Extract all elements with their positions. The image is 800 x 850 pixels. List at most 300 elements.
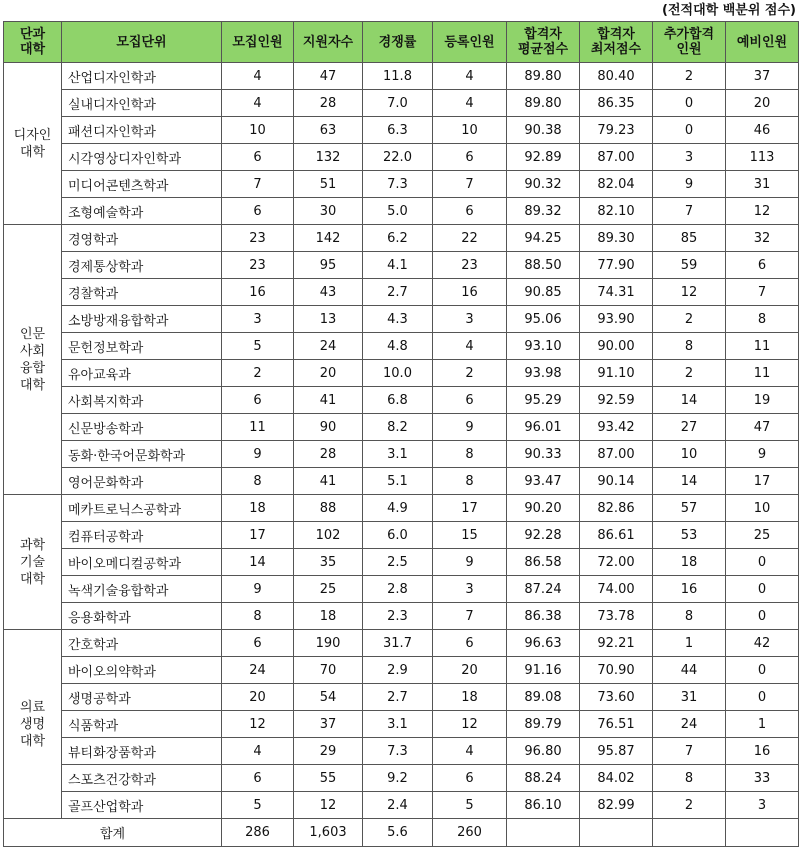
total-row xyxy=(4,819,799,847)
table-row xyxy=(4,765,799,792)
min-score-cell: 74.31 xyxy=(580,279,653,306)
applicants-cell: 29 xyxy=(294,738,363,765)
table-row xyxy=(4,792,799,819)
total-empty xyxy=(726,819,799,847)
min-score-cell: 87.00 xyxy=(580,144,653,171)
ratio-cell: 3.1 xyxy=(363,711,433,738)
ratio-cell: 4.9 xyxy=(363,495,433,522)
department-cell: 메카트로닉스공학과 xyxy=(62,495,222,522)
table-row xyxy=(4,657,799,684)
header-waitlist: 예비인원 xyxy=(726,22,799,63)
min-score-cell: 76.51 xyxy=(580,711,653,738)
table-row xyxy=(4,495,799,522)
waitlist-cell: 47 xyxy=(726,414,799,441)
waitlist-cell: 16 xyxy=(726,738,799,765)
applicants-cell: 41 xyxy=(294,387,363,414)
waitlist-cell: 9 xyxy=(726,441,799,468)
score-note: (전적대학 백분위 점수) xyxy=(662,3,796,18)
waitlist-cell: 25 xyxy=(726,522,799,549)
department-cell: 사회복지학과 xyxy=(62,387,222,414)
min-score-cell: 72.00 xyxy=(580,549,653,576)
recruit-cell: 6 xyxy=(222,765,294,792)
ratio-cell: 7.0 xyxy=(363,90,433,117)
registered-cell: 22 xyxy=(433,225,507,252)
ratio-cell: 9.2 xyxy=(363,765,433,792)
recruit-cell: 4 xyxy=(222,738,294,765)
recruit-cell: 8 xyxy=(222,468,294,495)
registered-cell: 5 xyxy=(433,792,507,819)
ratio-cell: 2.9 xyxy=(363,657,433,684)
recruit-cell: 4 xyxy=(222,90,294,117)
extra-admit-cell: 7 xyxy=(653,198,726,225)
waitlist-cell: 11 xyxy=(726,333,799,360)
college-name: 의료 생명 대학 xyxy=(4,630,62,819)
extra-admit-cell: 10 xyxy=(653,441,726,468)
total-empty xyxy=(507,819,580,847)
min-score-cell: 92.21 xyxy=(580,630,653,657)
recruit-cell: 9 xyxy=(222,441,294,468)
table-row xyxy=(4,360,799,387)
registered-cell: 9 xyxy=(433,549,507,576)
avg-score-cell: 93.47 xyxy=(507,468,580,495)
extra-admit-cell: 85 xyxy=(653,225,726,252)
registered-cell: 4 xyxy=(433,738,507,765)
avg-score-cell: 94.25 xyxy=(507,225,580,252)
ratio-cell: 31.7 xyxy=(363,630,433,657)
registered-cell: 6 xyxy=(433,198,507,225)
extra-admit-cell: 8 xyxy=(653,603,726,630)
table-row xyxy=(4,441,799,468)
recruit-cell: 3 xyxy=(222,306,294,333)
ratio-cell: 4.1 xyxy=(363,252,433,279)
ratio-cell: 2.3 xyxy=(363,603,433,630)
min-score-cell: 87.00 xyxy=(580,441,653,468)
applicants-cell: 43 xyxy=(294,279,363,306)
applicants-cell: 28 xyxy=(294,441,363,468)
ratio-cell: 2.4 xyxy=(363,792,433,819)
min-score-cell: 82.99 xyxy=(580,792,653,819)
applicants-cell: 102 xyxy=(294,522,363,549)
avg-score-cell: 89.80 xyxy=(507,63,580,90)
admission-results-table xyxy=(3,21,799,847)
waitlist-cell: 17 xyxy=(726,468,799,495)
avg-score-cell: 89.08 xyxy=(507,684,580,711)
ratio-cell: 11.8 xyxy=(363,63,433,90)
ratio-cell: 2.7 xyxy=(363,279,433,306)
extra-admit-cell: 59 xyxy=(653,252,726,279)
min-score-cell: 70.90 xyxy=(580,657,653,684)
avg-score-cell: 92.28 xyxy=(507,522,580,549)
registered-cell: 6 xyxy=(433,630,507,657)
min-score-cell: 91.10 xyxy=(580,360,653,387)
extra-admit-cell: 14 xyxy=(653,468,726,495)
registered-cell: 10 xyxy=(433,117,507,144)
registered-cell: 15 xyxy=(433,522,507,549)
table-row xyxy=(4,414,799,441)
waitlist-cell: 10 xyxy=(726,495,799,522)
ratio-cell: 10.0 xyxy=(363,360,433,387)
avg-score-cell: 96.01 xyxy=(507,414,580,441)
header-department: 모집단위 xyxy=(62,22,222,63)
recruit-cell: 9 xyxy=(222,576,294,603)
recruit-cell: 6 xyxy=(222,198,294,225)
table-row xyxy=(4,684,799,711)
recruit-cell: 6 xyxy=(222,144,294,171)
table-row xyxy=(4,522,799,549)
header-avg-score: 합격자 평균점수 xyxy=(507,22,580,63)
extra-admit-cell: 2 xyxy=(653,306,726,333)
table-row xyxy=(4,738,799,765)
ratio-cell: 5.1 xyxy=(363,468,433,495)
recruit-cell: 14 xyxy=(222,549,294,576)
college-name: 인문 사회 융합 대학 xyxy=(4,225,62,495)
waitlist-cell: 32 xyxy=(726,225,799,252)
min-score-cell: 86.61 xyxy=(580,522,653,549)
applicants-cell: 20 xyxy=(294,360,363,387)
avg-score-cell: 88.24 xyxy=(507,765,580,792)
header-college: 단과 대학 xyxy=(4,22,62,63)
applicants-cell: 63 xyxy=(294,117,363,144)
avg-score-cell: 86.58 xyxy=(507,549,580,576)
recruit-cell: 8 xyxy=(222,603,294,630)
recruit-cell: 17 xyxy=(222,522,294,549)
waitlist-cell: 42 xyxy=(726,630,799,657)
department-cell: 뷰티화장품학과 xyxy=(62,738,222,765)
extra-admit-cell: 2 xyxy=(653,360,726,387)
registered-cell: 16 xyxy=(433,279,507,306)
recruit-cell: 2 xyxy=(222,360,294,387)
min-score-cell: 79.23 xyxy=(580,117,653,144)
avg-score-cell: 89.80 xyxy=(507,90,580,117)
min-score-cell: 89.30 xyxy=(580,225,653,252)
waitlist-cell: 3 xyxy=(726,792,799,819)
extra-admit-cell: 14 xyxy=(653,387,726,414)
avg-score-cell: 87.24 xyxy=(507,576,580,603)
waitlist-cell: 12 xyxy=(726,198,799,225)
registered-cell: 12 xyxy=(433,711,507,738)
min-score-cell: 93.42 xyxy=(580,414,653,441)
table-row xyxy=(4,144,799,171)
applicants-cell: 25 xyxy=(294,576,363,603)
extra-admit-cell: 44 xyxy=(653,657,726,684)
ratio-cell: 6.2 xyxy=(363,225,433,252)
avg-score-cell: 95.29 xyxy=(507,387,580,414)
extra-admit-cell: 27 xyxy=(653,414,726,441)
avg-score-cell: 90.20 xyxy=(507,495,580,522)
min-score-cell: 73.78 xyxy=(580,603,653,630)
table-row xyxy=(4,549,799,576)
min-score-cell: 82.04 xyxy=(580,171,653,198)
registered-cell: 6 xyxy=(433,387,507,414)
department-cell: 패션디자인학과 xyxy=(62,117,222,144)
table-body xyxy=(4,63,799,819)
department-cell: 스포츠건강학과 xyxy=(62,765,222,792)
registered-cell: 17 xyxy=(433,495,507,522)
extra-admit-cell: 16 xyxy=(653,576,726,603)
waitlist-cell: 0 xyxy=(726,549,799,576)
waitlist-cell: 33 xyxy=(726,765,799,792)
waitlist-cell: 19 xyxy=(726,387,799,414)
extra-admit-cell: 2 xyxy=(653,792,726,819)
header-row xyxy=(4,22,799,63)
avg-score-cell: 86.10 xyxy=(507,792,580,819)
waitlist-cell: 1 xyxy=(726,711,799,738)
department-cell: 실내디자인학과 xyxy=(62,90,222,117)
min-score-cell: 95.87 xyxy=(580,738,653,765)
recruit-cell: 6 xyxy=(222,630,294,657)
ratio-cell: 4.8 xyxy=(363,333,433,360)
extra-admit-cell: 0 xyxy=(653,117,726,144)
table-row xyxy=(4,63,799,90)
department-cell: 식품학과 xyxy=(62,711,222,738)
extra-admit-cell: 57 xyxy=(653,495,726,522)
extra-admit-cell: 3 xyxy=(653,144,726,171)
extra-admit-cell: 9 xyxy=(653,171,726,198)
college-name: 디자인 대학 xyxy=(4,63,62,225)
recruit-cell: 10 xyxy=(222,117,294,144)
waitlist-cell: 8 xyxy=(726,306,799,333)
extra-admit-cell: 53 xyxy=(653,522,726,549)
avg-score-cell: 92.89 xyxy=(507,144,580,171)
applicants-cell: 41 xyxy=(294,468,363,495)
avg-score-cell: 90.85 xyxy=(507,279,580,306)
header-registered: 등록인원 xyxy=(433,22,507,63)
table-row xyxy=(4,171,799,198)
registered-cell: 8 xyxy=(433,441,507,468)
avg-score-cell: 89.79 xyxy=(507,711,580,738)
ratio-cell: 2.8 xyxy=(363,576,433,603)
department-cell: 경제통상학과 xyxy=(62,252,222,279)
table-row xyxy=(4,711,799,738)
department-cell: 생명공학과 xyxy=(62,684,222,711)
extra-admit-cell: 7 xyxy=(653,738,726,765)
ratio-cell: 6.0 xyxy=(363,522,433,549)
department-cell: 영어문화학과 xyxy=(62,468,222,495)
avg-score-cell: 89.32 xyxy=(507,198,580,225)
avg-score-cell: 95.06 xyxy=(507,306,580,333)
table-row xyxy=(4,225,799,252)
department-cell: 컴퓨터공학과 xyxy=(62,522,222,549)
applicants-cell: 13 xyxy=(294,306,363,333)
registered-cell: 9 xyxy=(433,414,507,441)
registered-cell: 3 xyxy=(433,306,507,333)
recruit-cell: 11 xyxy=(222,414,294,441)
registered-cell: 18 xyxy=(433,684,507,711)
table-row xyxy=(4,279,799,306)
applicants-cell: 90 xyxy=(294,414,363,441)
table-row xyxy=(4,198,799,225)
department-cell: 바이오의약학과 xyxy=(62,657,222,684)
department-cell: 신문방송학과 xyxy=(62,414,222,441)
applicants-cell: 18 xyxy=(294,603,363,630)
ratio-cell: 6.8 xyxy=(363,387,433,414)
department-cell: 경찰학과 xyxy=(62,279,222,306)
department-cell: 조형예술학과 xyxy=(62,198,222,225)
waitlist-cell: 0 xyxy=(726,657,799,684)
table-row xyxy=(4,333,799,360)
waitlist-cell: 20 xyxy=(726,90,799,117)
min-score-cell: 93.90 xyxy=(580,306,653,333)
ratio-cell: 2.5 xyxy=(363,549,433,576)
avg-score-cell: 90.38 xyxy=(507,117,580,144)
min-score-cell: 82.86 xyxy=(580,495,653,522)
total-recruit: 286 xyxy=(222,819,294,847)
table-row xyxy=(4,468,799,495)
ratio-cell: 5.0 xyxy=(363,198,433,225)
extra-admit-cell: 8 xyxy=(653,333,726,360)
recruit-cell: 20 xyxy=(222,684,294,711)
ratio-cell: 8.2 xyxy=(363,414,433,441)
total-empty xyxy=(580,819,653,847)
department-cell: 시각영상디자인학과 xyxy=(62,144,222,171)
ratio-cell: 7.3 xyxy=(363,738,433,765)
registered-cell: 20 xyxy=(433,657,507,684)
applicants-cell: 70 xyxy=(294,657,363,684)
table-row xyxy=(4,576,799,603)
recruit-cell: 23 xyxy=(222,225,294,252)
department-cell: 미디어콘텐츠학과 xyxy=(62,171,222,198)
avg-score-cell: 93.98 xyxy=(507,360,580,387)
registered-cell: 2 xyxy=(433,360,507,387)
recruit-cell: 5 xyxy=(222,333,294,360)
department-cell: 바이오메디컬공학과 xyxy=(62,549,222,576)
applicants-cell: 35 xyxy=(294,549,363,576)
table-row xyxy=(4,90,799,117)
department-cell: 녹색기술융합학과 xyxy=(62,576,222,603)
department-cell: 경영학과 xyxy=(62,225,222,252)
ratio-cell: 22.0 xyxy=(363,144,433,171)
department-cell: 골프산업학과 xyxy=(62,792,222,819)
table-row xyxy=(4,117,799,144)
total-label: 합계 xyxy=(4,819,222,847)
registered-cell: 8 xyxy=(433,468,507,495)
college-name: 과학 기술 대학 xyxy=(4,495,62,630)
department-cell: 소방방재융합학과 xyxy=(62,306,222,333)
registered-cell: 7 xyxy=(433,171,507,198)
min-score-cell: 80.40 xyxy=(580,63,653,90)
avg-score-cell: 90.32 xyxy=(507,171,580,198)
waitlist-cell: 37 xyxy=(726,63,799,90)
avg-score-cell: 91.16 xyxy=(507,657,580,684)
extra-admit-cell: 24 xyxy=(653,711,726,738)
avg-score-cell: 88.50 xyxy=(507,252,580,279)
registered-cell: 7 xyxy=(433,603,507,630)
min-score-cell: 73.60 xyxy=(580,684,653,711)
waitlist-cell: 113 xyxy=(726,144,799,171)
min-score-cell: 92.59 xyxy=(580,387,653,414)
min-score-cell: 90.14 xyxy=(580,468,653,495)
total-empty xyxy=(653,819,726,847)
registered-cell: 3 xyxy=(433,576,507,603)
waitlist-cell: 0 xyxy=(726,603,799,630)
department-cell: 간호학과 xyxy=(62,630,222,657)
table-row xyxy=(4,603,799,630)
header-applicants: 지원자수 xyxy=(294,22,363,63)
extra-admit-cell: 0 xyxy=(653,90,726,117)
total-ratio: 5.6 xyxy=(363,819,433,847)
extra-admit-cell: 1 xyxy=(653,630,726,657)
department-cell: 유아교육과 xyxy=(62,360,222,387)
ratio-cell: 2.7 xyxy=(363,684,433,711)
registered-cell: 23 xyxy=(433,252,507,279)
recruit-cell: 4 xyxy=(222,63,294,90)
extra-admit-cell: 12 xyxy=(653,279,726,306)
header-recruit: 모집인원 xyxy=(222,22,294,63)
recruit-cell: 16 xyxy=(222,279,294,306)
ratio-cell: 3.1 xyxy=(363,441,433,468)
ratio-cell: 4.3 xyxy=(363,306,433,333)
total-applicants: 1,603 xyxy=(294,819,363,847)
header-ratio: 경쟁률 xyxy=(363,22,433,63)
total-registered: 260 xyxy=(433,819,507,847)
table-row xyxy=(4,306,799,333)
min-score-cell: 82.10 xyxy=(580,198,653,225)
avg-score-cell: 86.38 xyxy=(507,603,580,630)
recruit-cell: 24 xyxy=(222,657,294,684)
recruit-cell: 5 xyxy=(222,792,294,819)
extra-admit-cell: 2 xyxy=(653,63,726,90)
registered-cell: 6 xyxy=(433,144,507,171)
table-row xyxy=(4,252,799,279)
applicants-cell: 30 xyxy=(294,198,363,225)
recruit-cell: 23 xyxy=(222,252,294,279)
applicants-cell: 88 xyxy=(294,495,363,522)
applicants-cell: 51 xyxy=(294,171,363,198)
extra-admit-cell: 18 xyxy=(653,549,726,576)
min-score-cell: 77.90 xyxy=(580,252,653,279)
waitlist-cell: 31 xyxy=(726,171,799,198)
applicants-cell: 47 xyxy=(294,63,363,90)
department-cell: 문헌정보학과 xyxy=(62,333,222,360)
applicants-cell: 142 xyxy=(294,225,363,252)
min-score-cell: 86.35 xyxy=(580,90,653,117)
applicants-cell: 37 xyxy=(294,711,363,738)
applicants-cell: 55 xyxy=(294,765,363,792)
avg-score-cell: 96.80 xyxy=(507,738,580,765)
min-score-cell: 74.00 xyxy=(580,576,653,603)
waitlist-cell: 6 xyxy=(726,252,799,279)
recruit-cell: 12 xyxy=(222,711,294,738)
extra-admit-cell: 31 xyxy=(653,684,726,711)
applicants-cell: 132 xyxy=(294,144,363,171)
ratio-cell: 6.3 xyxy=(363,117,433,144)
applicants-cell: 95 xyxy=(294,252,363,279)
recruit-cell: 18 xyxy=(222,495,294,522)
extra-admit-cell: 8 xyxy=(653,765,726,792)
department-cell: 산업디자인학과 xyxy=(62,63,222,90)
applicants-cell: 12 xyxy=(294,792,363,819)
registered-cell: 4 xyxy=(433,90,507,117)
waitlist-cell: 11 xyxy=(726,360,799,387)
avg-score-cell: 93.10 xyxy=(507,333,580,360)
applicants-cell: 190 xyxy=(294,630,363,657)
registered-cell: 6 xyxy=(433,765,507,792)
registered-cell: 4 xyxy=(433,333,507,360)
recruit-cell: 6 xyxy=(222,387,294,414)
applicants-cell: 24 xyxy=(294,333,363,360)
waitlist-cell: 46 xyxy=(726,117,799,144)
department-cell: 응용화학과 xyxy=(62,603,222,630)
ratio-cell: 7.3 xyxy=(363,171,433,198)
waitlist-cell: 0 xyxy=(726,684,799,711)
waitlist-cell: 7 xyxy=(726,279,799,306)
avg-score-cell: 96.63 xyxy=(507,630,580,657)
min-score-cell: 84.02 xyxy=(580,765,653,792)
avg-score-cell: 90.33 xyxy=(507,441,580,468)
table-row xyxy=(4,387,799,414)
department-cell: 동화·한국어문화학과 xyxy=(62,441,222,468)
applicants-cell: 28 xyxy=(294,90,363,117)
